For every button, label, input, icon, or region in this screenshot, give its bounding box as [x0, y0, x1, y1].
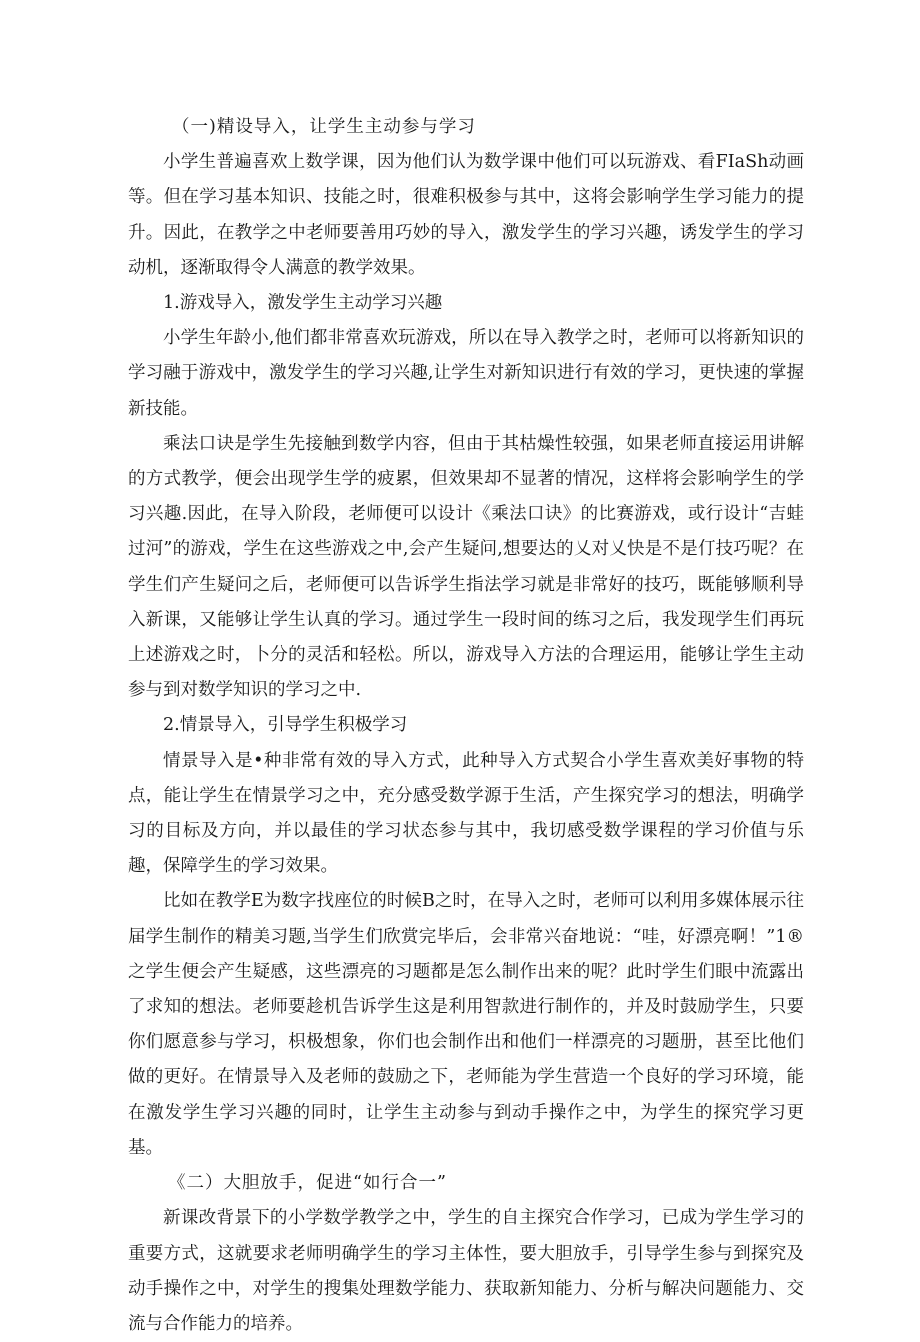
paragraph-scene-1: 情景导入是•种非常有效的导入方式，此种导入方式契合小学生喜欢美好事物的特点，能让学生在情景学习之中，充分感受数学源于生活，产生探究学习的想法，明确学习的目标及方向，并以最佳的学习状态参与其中，我切感受数学课程的学习价值与乐趣，保障学生的学习效果。: [128, 750, 804, 877]
paragraph-hands-on: 新课改背景下的小学数学教学之中，学生的自主探究合作学习，已成为学生学习的重要方式，这就要求老师明确学生的学习主体性，要大胆放手，引导学生参与到探究及动手操作之中，对学生的搜集处理数学能力、获取新知能力、分析与解决问题能力、交流与合作能力的培养。: [128, 1208, 804, 1334]
paragraph-game-1: 小学生年龄小,他们都非常喜欢玩游戏，所以在导入教学之时，老师可以将新知识的学习融于游戏中，激发学生的学习兴趣,让学生对新知识进行有效的学习，更快速的掌握新技能。: [128, 328, 804, 419]
subheading-game-intro: 1.游戏导入，激发学生主动学习兴趣: [163, 293, 443, 314]
paragraph-intro: 小学生普遍喜欢上数学课，因为他们认为数学课中他们可以玩游戏、看FIaSh动画等。但在学习基本知识、技能之时，很难积极参与其中，这将会影响学生学习能力的提升。因此，在教学之中老师要善用巧妙的导入，激发学生的学习兴趣，诱发学生的学习动机，逐渐取得令人满意的教学效果。: [128, 152, 804, 278]
section-heading-1: （一)精设导入，让学生主动参与学习: [172, 117, 476, 137]
document-body: [128, 110, 804, 1342]
subheading-scene-intro: 2.情景导入，引导学生积极学习: [163, 715, 408, 736]
paragraph-game-2: 乘法口诀是学生先接触到数学内容，但由于其枯燥性较强，如果老师直接运用讲解的方式教学，便会出现学生学的疲累，但效果却不显著的情况，这样将会影响学生的学习兴趣.因此，在导入阶段，老师便可以设计《乘法口诀》的比赛游戏，或行设计“吉蛙过河”的游戏，学生在这些游戏之中,会产生疑问,想要达的乂对乂快是不是仃技巧呢？在学生们产生疑问之后，老师便可以告诉学生指法学习就是非常好的技巧，既能够顺利导入新课，又能够让学生认真的学习。通过学生一段时间的练习之后，我发现学生们再玩上述游戏之时，卜分的灵活和轻松。所以，游戏导入方法的合理运用，能够让学生主动参与到对数学知识的学习之中.: [128, 433, 804, 701]
paragraph-scene-2: 比如在教学E为数字找座位的时候B之时，在导入之时，老师可以利用多媒体展示往届学生制作的精美习题,当学生们欣赏完毕后，会非常兴奋地说：“哇，好漂亮啊！”1®之学生便会产生疑感，这些漂亮的习题都是怎么制作出来的呢？此时学生们眼中流露出了求知的想法。老师要趁机告诉学生这是利用智款进行制作的，并及时鼓励学生，只要你们愿意参与学习，枳极想象，你们也会制作出和他们一样漂亮的习题册，甚至比他们做的更好。在情景导入及老师的鼓励之下，老师能为学生营造一个良好的学习环境，能在激发学生学习兴趣的同时，让学生主动参与到动手操作之中，为学生的探究学习更基。: [128, 891, 804, 1158]
section-heading-2: 《二）大胆放手，促进“如行合一”: [168, 1173, 447, 1194]
